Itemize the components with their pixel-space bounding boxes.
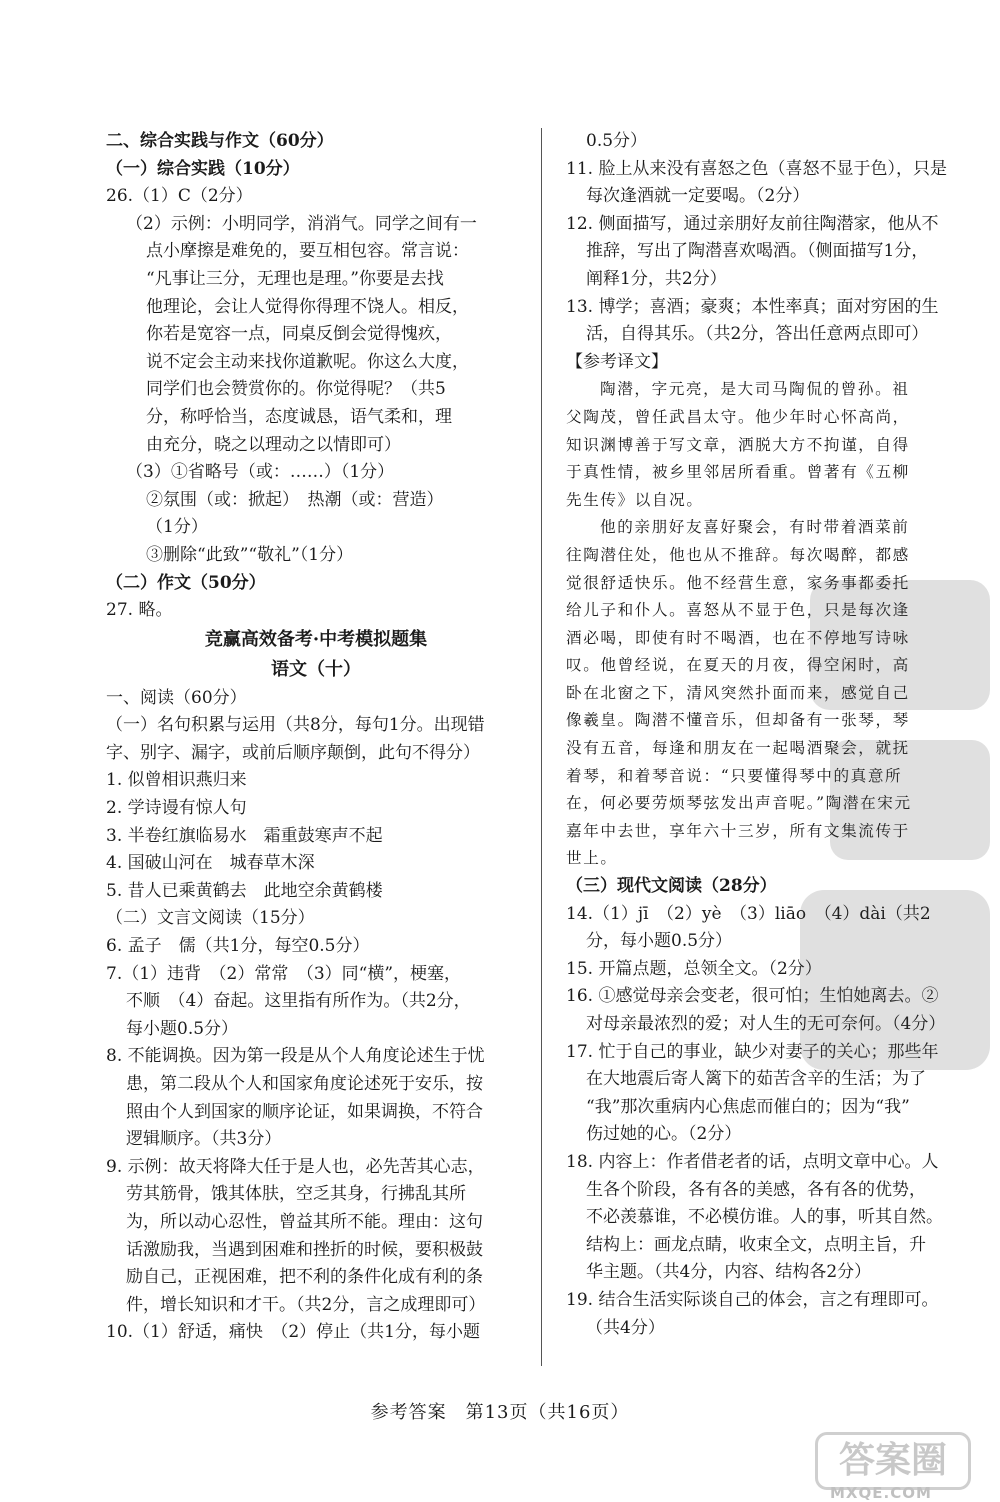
text-line: 一、阅读（60分） — [106, 687, 247, 708]
text-line: 父陶茂，曾任武昌太守。他少年时心怀高尚， — [566, 407, 910, 426]
text-line: （三）现代文阅读（28分） — [566, 876, 777, 897]
text-line: 由充分，晓之以理动之以情即可） — [146, 434, 401, 455]
text-line: 27. 略。 — [106, 600, 173, 621]
text-line: 26.（1）C（2分） — [106, 186, 253, 207]
text-line: 19. 结合生活实际谈自己的体会，言之有理即可。 — [566, 1289, 939, 1310]
text-line: 不顺 （4）奋起。这里指有所作为。（共2分， — [126, 991, 471, 1012]
text-line: 先生传》以自况。 — [566, 490, 704, 509]
text-line: 知识渊博善于写文章，洒脱大方不拘谨，自得 — [566, 435, 910, 454]
text-line: 8. 不能调换。因为第一段是从个人角度论述生于忧 — [106, 1046, 485, 1067]
text-line: 他理论，会让人觉得你得理不饶人。相反， — [146, 296, 469, 317]
text-line: 酒必喝，即使有时不喝酒，也在不停地写诗咏 — [566, 628, 910, 647]
text-line: 陶潜，字元亮，是大司马陶侃的曾孙。祖 — [600, 380, 910, 399]
text-line: 没有五音，每逢和朋友在一起喝酒聚会，就抚 — [566, 739, 910, 758]
text-line: （共4分） — [586, 1317, 665, 1338]
text-line: 4. 国破山河在 城春草木深 — [106, 853, 315, 874]
text-line: 9. 示例：故天将降大任于是人也，必先苦其心志， — [106, 1156, 485, 1177]
text-line: “凡事让三分，无理也是理。”你要是去找 — [146, 268, 444, 289]
text-line: 觉很舒适快乐。他不经营生意，家务事都委托 — [566, 573, 910, 592]
left-column — [106, 128, 526, 1347]
text-line: （一）综合实践（10分） — [106, 158, 300, 179]
text-line: 说不定会主动来找你道歉呢。你这么大度， — [146, 351, 469, 372]
text-line: 给儿子和仆人。喜怒从不显于色，只是每次逢 — [566, 601, 910, 620]
text-line: 15. 开篇点题，总领全文。（2分） — [566, 958, 822, 979]
text-line: 阐释1分，共2分） — [586, 268, 727, 289]
text-line: 6. 孟子 儒（共1分，每空0.5分） — [106, 936, 370, 957]
text-line: 1. 似曾相识燕归来 — [106, 770, 247, 791]
text-line: 活，自得其乐。（共2分，答出任意两点即可） — [586, 324, 929, 345]
text-line: （二）文言文阅读（15分） — [106, 908, 315, 929]
text-line: 生各个阶段，各有各的美感，各有各的优势， — [586, 1179, 926, 1200]
column-divider — [541, 128, 542, 1366]
text-line: 每次逢酒就一定要喝。（2分） — [586, 186, 810, 207]
text-line: 卧在北窗之下，清风突然扑面而来，感觉自己 — [566, 683, 910, 702]
text-line: 逻辑顺序。（共3分） — [126, 1129, 282, 1150]
text-line: 话激励我，当遇到困难和挫折的时候，要积极鼓 — [126, 1239, 483, 1260]
text-line: 3. 半卷红旗临易水 霜重鼓寒声不起 — [106, 825, 383, 846]
text-line: 嘉年中去世，享年六十三岁，所有文集流传于 — [566, 821, 910, 840]
text-line: ②氛围（或：掀起） 热潮（或：营造） — [146, 489, 444, 510]
text-line: 11. 脸上从来没有喜怒之色（喜怒不显于色），只是 — [566, 158, 947, 179]
text-line: 分，称呼恰当，态度诚恳，语气柔和，理 — [146, 406, 452, 427]
text-line: 照由个人到国家的顺序论证，如果调换，不符合 — [126, 1101, 483, 1122]
text-line: 12. 侧面描写，通过亲朋好友前往陶潜家，他从不 — [566, 213, 939, 234]
text-line: 世上。 — [566, 849, 618, 868]
text-line: 为，所以动心忍性，曾益其所不能。理由：这句 — [126, 1211, 483, 1232]
text-line: 字、别字、漏字，或前后顺序颠倒，此句不得分） — [106, 742, 480, 763]
text-line: 0.5分） — [586, 131, 648, 151]
text-line: 着琴，和着琴音说：“只要懂得琴中的真意所 — [566, 766, 903, 785]
text-line: 你若是宽容一点，同桌反倒会觉得愧疚， — [146, 324, 452, 345]
text-line: 点小摩擦是难免的，要互相包容。常言说： — [146, 241, 469, 262]
right-column — [566, 128, 986, 1342]
text-line: ③删除“此致”“敬礼”（1分） — [146, 544, 354, 565]
text-line: 13. 博学；喜酒；豪爽；本性率真；面对穷困的生 — [566, 296, 939, 317]
text-line: 2. 学诗谩有惊人句 — [106, 798, 247, 819]
text-line: 18. 内容上：作者借老者的话，点明文章中心。人 — [566, 1151, 939, 1172]
watermark-url: MXQE.COM — [830, 1484, 932, 1502]
text-line: “我”那次重病内心焦虑而催白的；因为“我” — [586, 1096, 910, 1117]
text-line: 5. 昔人已乘黄鹤去 此地空余黄鹤楼 — [106, 880, 383, 901]
text-line: 他的亲朋好友喜好聚会，有时带着酒菜前 — [600, 518, 910, 537]
text-line: 劳其筋骨，饿其体肤，空乏其身，行拂乱其所 — [126, 1184, 466, 1205]
text-line: 往陶潜住处，他也从不推辞。每次喝醉，都感 — [566, 545, 910, 564]
text-line: 华主题。（共4分，内容、结构各2分） — [586, 1262, 872, 1283]
text-line: 同学们也会赞赏你的。你觉得呢？（共5 — [146, 379, 446, 400]
text-line: 像羲皇。陶潜不懂音乐，但却备有一张琴，琴 — [566, 711, 910, 730]
text-line: 对母亲最浓烈的爱；对人生的无可奈何。（4分） — [586, 1014, 946, 1034]
text-line: 叹。他曾经说，在夏天的月夜，得空闲时，高 — [566, 656, 910, 675]
text-line: 件，增长知识和才干。（共2分，言之成理即可） — [126, 1294, 486, 1315]
text-line: 伤过她的心。（2分） — [586, 1124, 742, 1145]
text-line: 在大地震后寄人篱下的茹苦含辛的生活；为了 — [586, 1069, 926, 1090]
text-line: 语文（十） — [271, 658, 361, 680]
text-line: （1分） — [146, 517, 208, 538]
text-line: 分，每小题0.5分） — [586, 931, 733, 952]
page-footer: 参考答案 第13页（共16页） — [370, 1402, 630, 1423]
text-line: 14.（1）jī （2）yè （3）liāo （4）dài（共2 — [566, 903, 931, 924]
text-line: 结构上：画龙点睛，收束全文，点明主旨，升 — [586, 1234, 926, 1255]
text-line: （3）①省略号（或：……）（1分） — [126, 462, 395, 483]
text-line: 【参考译文】 — [566, 351, 668, 372]
text-line: 17. 忙于自己的事业，缺少对妻子的关心；那些年 — [566, 1041, 939, 1062]
text-line: 患，第二段从个人和国家角度论述死于安乐，按 — [126, 1074, 483, 1094]
text-line: （一）名句积累与运用（共8分，每句1分。出现错 — [106, 715, 485, 736]
text-line: 励自己，正视困难，把不利的条件化成有利的条 — [126, 1267, 483, 1288]
text-line: 不必羡慕谁，不必模仿谁。人的事，听其自然。 — [586, 1207, 943, 1228]
text-line: （2）示例：小明同学，消消气。同学之间有一 — [126, 213, 477, 234]
text-line: 16. ①感觉母亲会变老，很可怕；生怕她离去。② — [566, 986, 939, 1007]
text-line: 于真性情，被乡里邻居所看重。曾著有《五柳 — [566, 463, 910, 482]
text-line: （二）作文（50分） — [106, 572, 266, 593]
text-line: 在，何必要劳烦琴弦发出声音呢。”陶潜在宋元 — [566, 794, 912, 813]
text-line: 每小题0.5分） — [126, 1018, 239, 1039]
text-line: 二、综合实践与作文（60分） — [106, 131, 334, 151]
watermark-stamp: 答案圈 — [815, 1432, 971, 1490]
text-line: 竞赢高效备考·中考模拟题集 — [204, 628, 428, 650]
text-line: 7.（1）违背 （2）常常 （3）同“横”，梗塞， — [106, 963, 462, 984]
text-line: 推辞，写出了陶潜喜欢喝酒。（侧面描写1分， — [586, 241, 929, 262]
text-line: 10.（1）舒适，痛快 （2）停止（共1分，每小题 — [106, 1322, 480, 1343]
